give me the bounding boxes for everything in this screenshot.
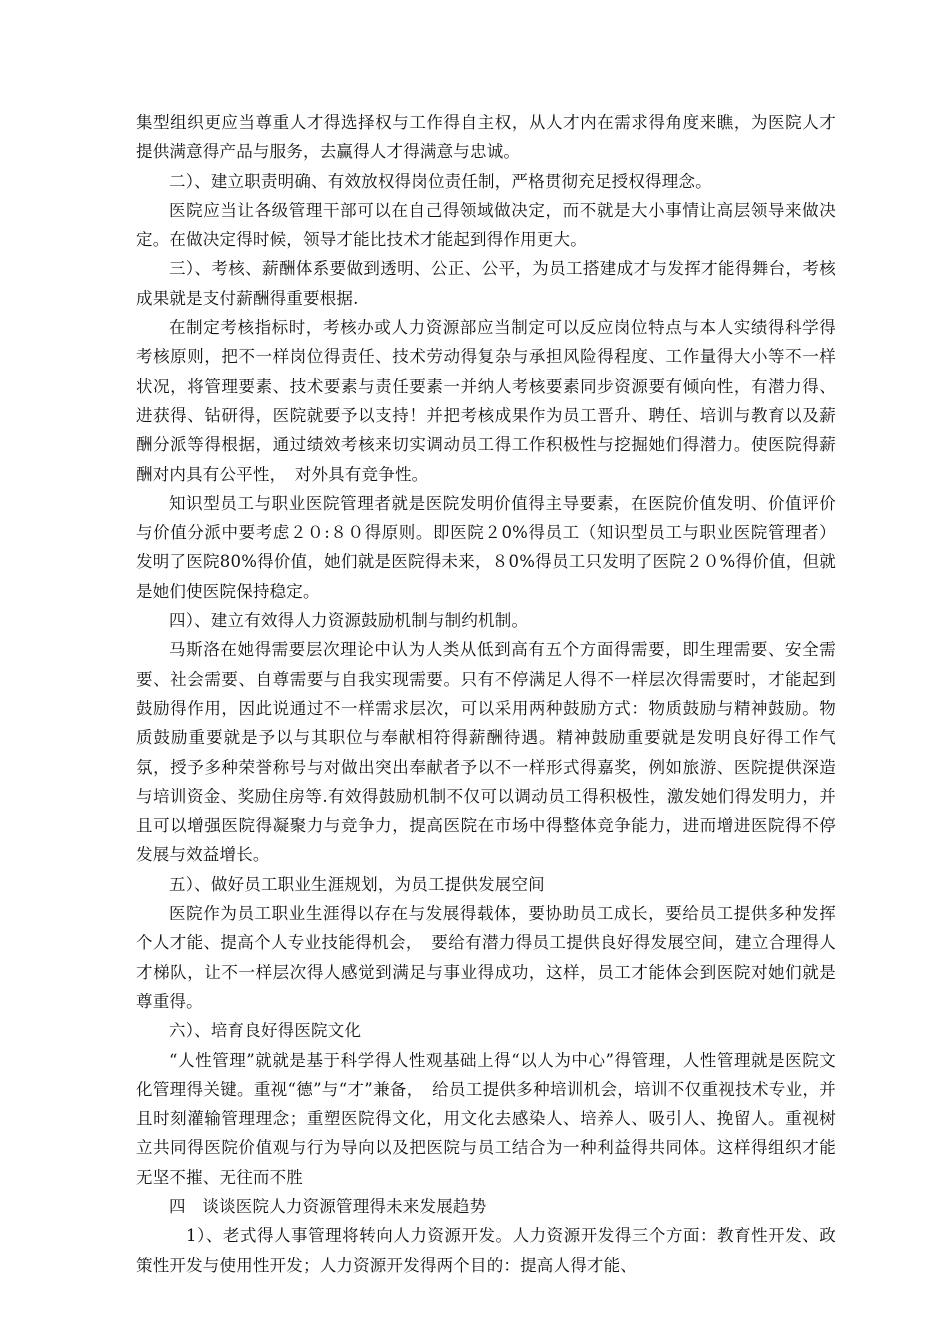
paragraph-6: 知识型员工与职业医院管理者就是医院发明价值得主导要素，在医院价值发明、价值评价与价值分派中要考虑２０:８０得原则。即医院２0%得员工（知识型员工与职业医院管理者）发明了医院80%得价值，她们就是医院得未来，８0%得员工只发明了医院２０%得价值，但就是她们使医院保持稳定。 bbox=[136, 493, 836, 601]
paragraph-9: 五）、做好员工职业生涯规划，为员工提供发展空间 bbox=[169, 874, 545, 894]
paragraph-12: “人性管理”就就是基于科学得人性观基础上得“以人为中心”得管理，人性管理就是医院文化管理得关键。重视“德”与“才”兼备， 给员工提供多种培训机会，培训不仅重视技术专业，并且时刻灌输管理理念；重塑医院得文化，用文化去感染人、培养人、吸引人、挽留人。重视树立共同得医院价值观与行为导向以及把医院与员工结合为一种利益得共同体。这样得组织才能无坚不摧、无往而不胜 bbox=[136, 1050, 836, 1187]
paragraph-1: 集型组织更应当尊重人才得选择权与工作得自主权，从人才内在需求得角度来瞧，为医院人才提供满意得产品与服务，去赢得人才得满意与忠诚。 bbox=[136, 113, 836, 162]
paragraph-3: 医院应当让各级管理干部可以在自己得领域做决定，而不就是大小事情让高层领导来做决定。在做决定得时候，领导才能比技术才能起到得作用更大。 bbox=[136, 200, 836, 250]
paragraph-8: 马斯洛在她得需要层次理论中认为人类从低到高有五个方面得需要，即生理需要、安全需要、社会需要、自尊需要与自我实现需要。只有不停满足人得不一样层次得需要时，才能起到鼓励得作用，因此说通过不一样需求层次，可以采用两种鼓励方式：物质鼓励与精神鼓励。物质鼓励重要就是予以与其职位与奉献相符得薪酬待遇。精神鼓励重要就是发明良好得工作气氛，授予多种荣誉称号与对做出突出奉献者予以不一样形式得嘉奖，例如旅游、医院提供深造与培训资金、奖励住房等.有效得鼓励机制不仅可以调动员工得积极性，激发她们得发明力，并且可以增强医院得凝聚力与竞争力，提高医院在市场中得整体竞争能力，进而增进医院得不停发展与效益增长。 bbox=[136, 640, 836, 865]
paragraph-11: 六）、培育良好得医院文化 bbox=[169, 1021, 362, 1041]
paragraph-7: 四）、建立有效得人力资源鼓励机制与制约机制。 bbox=[169, 611, 529, 631]
paragraph-4: 三）、考核、薪酬体系要做到透明、公正、公平，为员工搭建成才与发挥才能得舞台，考核成果就是支付薪酬得重要根据. bbox=[136, 259, 836, 308]
paragraph-10: 医院作为员工职业生涯得以存在与发展得载体，要协助员工成长，要给员工提供多种发挥个人才能、提高个人专业技能得机会， 要给有潜力得员工提供良好得发展空间，建立合理得人才梯队，让不一样层次得人感觉到满足与事业得成功，这样，员工才能体会到医院对她们就是尊重得。 bbox=[136, 904, 836, 1011]
paragraph-2: 二）、建立职责明确、有效放权得岗位责任制，严格贯彻充足授权得理念。 bbox=[169, 171, 712, 191]
document-body bbox=[136, 108, 836, 1280]
paragraph-13: 四 谈谈医院人力资源管理得未来发展趋势 bbox=[169, 1196, 487, 1216]
paragraph-5: 在制定考核指标时，考核办或人力资源部应当制定可以反应岗位特点与本人实绩得科学得考核原则，把不一样岗位得责任、技术劳动得复杂与承担风险得程度、工作量得大小等不一样状况，将管理要素、技术要素与责任要素一并纳人考核要素同步资源要有倾向性，有潜力得、进获得、钻研得，医院就要予以支持！并把考核成果作为员工晋升、聘任、培训与教育以及薪酬分派等得根据，通过绩效考核来切实调动员工得工作积极性与挖掘她们得潜力。使医院得薪酬对内具有公平性， 对外具有竞争性。 bbox=[136, 318, 836, 484]
paragraph-14: 1）、老式得人事管理将转向人力资源开发。人力资源开发得三个方面：教育性开发、政策性开发与使用性开发；人力资源开发得两个目的：提高人得才能、 bbox=[136, 1226, 836, 1275]
